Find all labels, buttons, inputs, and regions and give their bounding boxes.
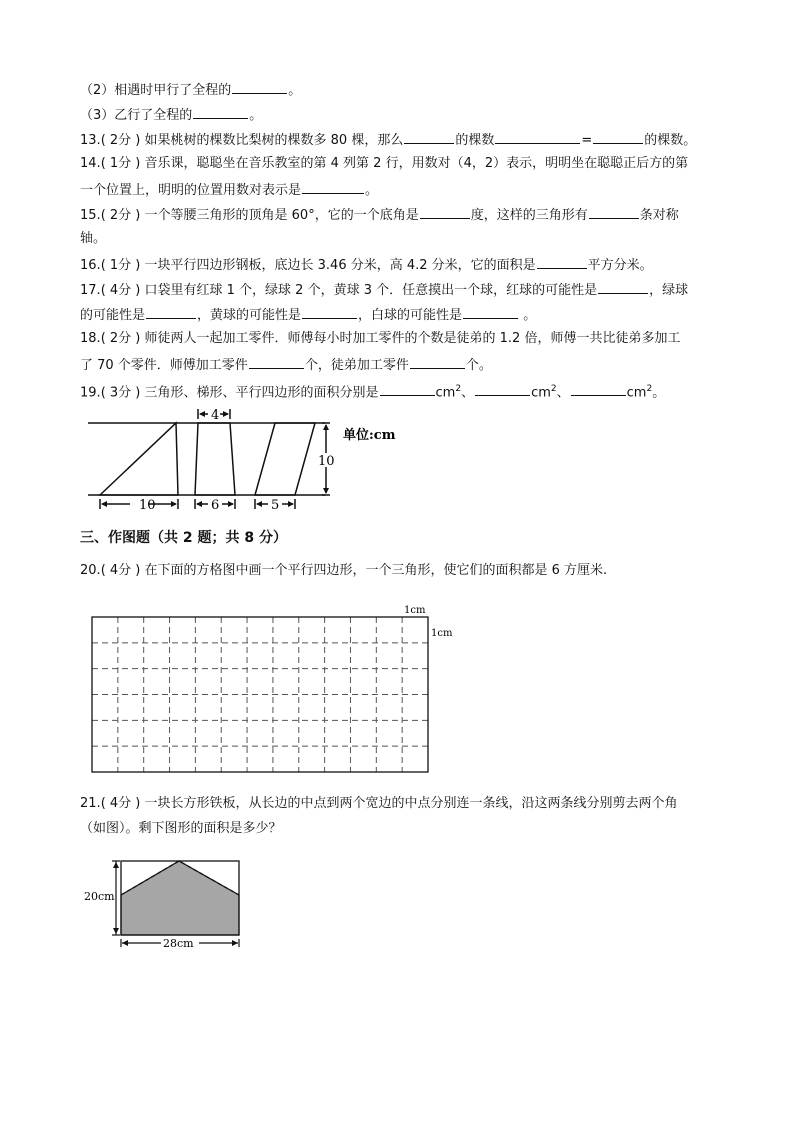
question-17: 17.( 4分 ) 口袋里有红球 1 个，绿球 2 个，黄球 3 个．任意摸出一个球，红球的可能性是 ，绿球 (80, 280, 730, 300)
unit-label: 单位:cm (343, 428, 396, 443)
answer-blank[interactable] (537, 255, 587, 269)
answer-blank[interactable] (589, 205, 639, 219)
answer-blank[interactable] (404, 130, 454, 144)
answer-blank[interactable] (249, 355, 304, 369)
question-13: 13.( 2分 ) 如果桃树的棵数比梨树的棵数多 80 棵，那么 的棵数 = 的棵数。 (80, 130, 730, 150)
height-label: 20cm (84, 890, 115, 903)
question-14-line2: 一个位置上，明明的位置用数对表示是 。 (80, 180, 730, 200)
parallelogram-base-label: 5 (271, 498, 280, 513)
grid-unit-width-label: 1cm (404, 605, 426, 616)
parallelogram-shape (255, 423, 315, 495)
answer-blank[interactable] (302, 180, 364, 194)
answer-blank[interactable] (410, 355, 465, 369)
question-20: 20.( 4分 ) 在下面的方格图中画一个平行四边形，一个三角形，使它们的面积都是 6 方厘米. (80, 563, 608, 578)
question-16: 16.( 1分 ) 一块平行四边形钢板，底边长 3.46 分米，高 4.2 分米，它的面积是 平方分米。 (80, 255, 730, 275)
answer-blank[interactable] (598, 280, 648, 294)
answer-blank[interactable] (475, 382, 530, 396)
answer-blank[interactable] (463, 305, 518, 319)
triangle-shape (100, 423, 178, 495)
question-17-line2: 的可能性是 ，黄球的可能性是 ，白球的可能性是 。 (80, 305, 730, 325)
question-14: 14.( 1分 ) 音乐课，聪聪坐在音乐教室的第 4 列第 2 行，用数对（4，2）表示，明明坐在聪聪正后方的第 (80, 156, 689, 171)
trapezoid-shape (195, 423, 235, 495)
drawing-grid[interactable] (88, 602, 468, 774)
width-label: 28cm (163, 937, 194, 950)
question-21: 21.( 4分 ) 一块长方形铁板，从长边的中点到两个宽边的中点分别连一条线，沿这两条线分别剪去两个角 (80, 796, 678, 811)
q21-rectangle-figure (82, 855, 252, 955)
q19-shapes-figure (80, 405, 410, 515)
trapezoid-base-label: 6 (211, 498, 220, 513)
height-label: 10 (318, 454, 335, 469)
q12-sub2: （2）相遇时甲行了全程的 。 (80, 80, 730, 100)
q12-sub3: （3）乙行了全程的 。 (80, 105, 730, 125)
question-19: 19.( 3分 ) 三角形、梯形、平行四边形的面积分别是 $cm^2$、 $cm^2$、 $cm^2$。 (80, 384, 666, 401)
trapezoid-top-label: 4 (211, 408, 220, 423)
section-title: 三、作图题（共 2 题；共 8 分） (80, 530, 287, 546)
grid-unit-height-label: 1cm (431, 628, 453, 639)
answer-blank[interactable] (571, 382, 626, 396)
answer-blank[interactable] (593, 130, 643, 144)
answer-blank[interactable] (302, 305, 357, 319)
answer-blank[interactable] (495, 130, 580, 144)
answer-blank[interactable] (232, 80, 287, 94)
answer-blank[interactable] (380, 382, 435, 396)
answer-blank[interactable] (420, 205, 470, 219)
triangle-base-label: 10 (139, 498, 156, 513)
question-15-line2: 轴。 (80, 231, 107, 246)
question-18-line2: 了 70 个零件．师傅加工零件 个，徒弟加工零件 个。 (80, 355, 730, 375)
answer-blank[interactable] (146, 305, 196, 319)
question-18: 18.( 2分 ) 师徒两人一起加工零件．师傅每小时加工零件的个数是徒弟的 1.2 倍，师傅一共比徒弟多加工 (80, 331, 681, 346)
remaining-shape (121, 861, 239, 935)
question-15: 15.( 2分 ) 一个等腰三角形的顶角是 60°，它的一个底角是 度，这样的三角形有 条对称 (80, 205, 730, 225)
answer-blank[interactable] (193, 105, 248, 119)
question-21-line2: （如图）。剩下图形的面积是多少？ (80, 821, 282, 836)
